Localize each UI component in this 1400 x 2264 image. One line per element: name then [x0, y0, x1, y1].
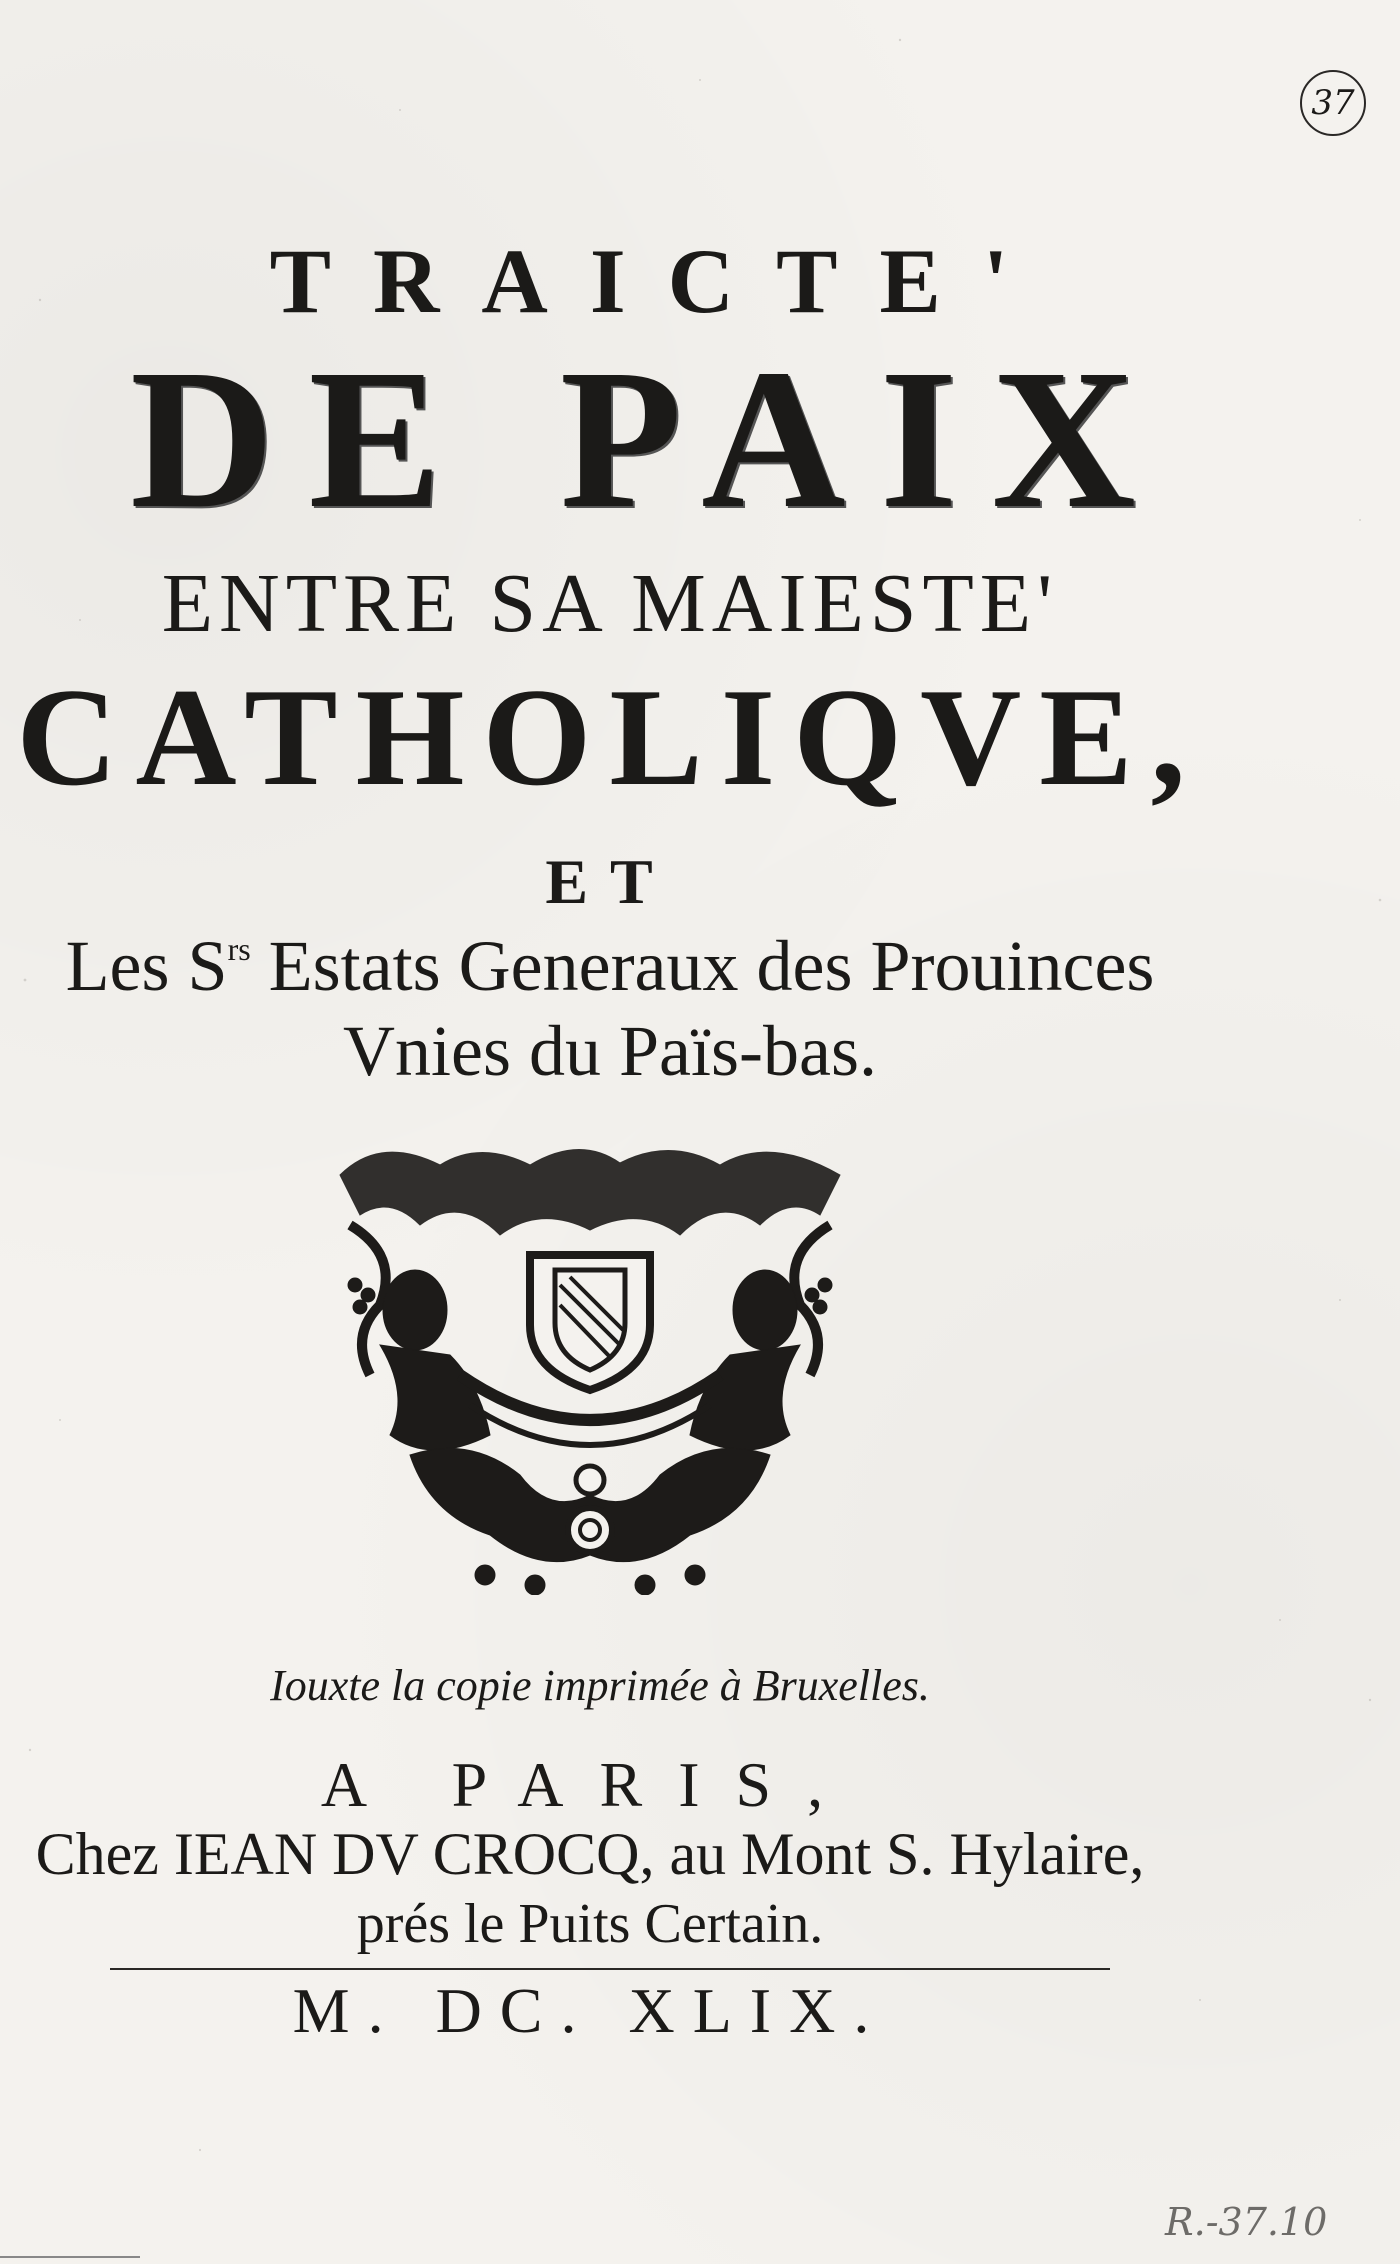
title-traicte: TRAICTE'	[269, 230, 1051, 332]
divider-rule	[110, 1968, 1110, 1970]
title-entre-sa-maieste: ENTRE SA MAIESTE'	[161, 557, 1059, 650]
title-estats-generaux	[0, 925, 1220, 1008]
title-de-paix: DE PAIX	[130, 329, 1170, 550]
title-vnies-du-pais-bas: Vnies du Païs-bas.	[343, 1011, 877, 1091]
imprint-address: prés le Puits Certain.	[356, 1893, 824, 1955]
imprint-city: A PARIS,	[320, 1749, 860, 1820]
shelfmark-note: R.-37.10	[1165, 2200, 1328, 2244]
title-catholique: CATHOLIQVE,	[16, 660, 1204, 815]
estats-prefix: Les S	[65, 926, 228, 1006]
bottom-edge-rule	[0, 2256, 140, 2258]
printers-ornament	[320, 1135, 860, 1595]
folio-number: 37	[1300, 70, 1366, 136]
estats-rest: Estats Generaux des Prouinces	[250, 926, 1155, 1006]
title-et: ET	[545, 846, 675, 917]
estats-superscript: rs	[227, 931, 251, 967]
imprint-note: Iouxte la copie imprimée à Bruxelles.	[270, 1661, 930, 1710]
imprint-printer: Chez IEAN DV CROCQ, au Mont S. Hylaire,	[35, 1821, 1145, 1887]
imprint-date: M. DC. XLIX.	[292, 1975, 888, 2046]
